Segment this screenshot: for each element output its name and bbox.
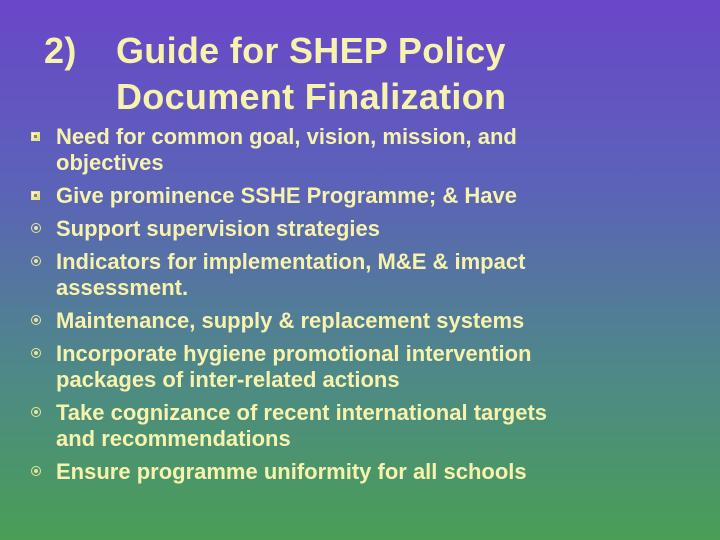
bullet-item (30, 216, 690, 242)
bullet-text-line: Indicators for implementation, M&E & impact (56, 249, 526, 274)
title-text-line-2: Document Finalization (116, 76, 507, 117)
bullet-text (56, 308, 690, 334)
bullet-text-line: Incorporate hygiene promotional intervention (56, 341, 532, 366)
bullet-list (30, 124, 690, 485)
bullet-text-line: Give prominence SSHE Programme; & Have (56, 183, 517, 208)
bullet-text (56, 216, 690, 242)
circle-dot-bullet-icon (30, 341, 56, 367)
bullet-text-line: objectives (56, 150, 164, 175)
bullet-item (30, 341, 690, 393)
title-text-line-1: Guide for SHEP Policy (116, 30, 506, 71)
bullet-item (30, 249, 690, 301)
bullet-text-line: Support supervision strategies (56, 216, 380, 241)
bullet-text-line: Ensure programme uniformity for all schools (56, 459, 527, 484)
bullet-item (30, 459, 690, 485)
circle-dot-bullet-icon (30, 249, 56, 275)
title-line-1 (44, 28, 684, 74)
title-number: 2) (44, 30, 77, 71)
title-line-2 (44, 74, 684, 120)
bullet-item (30, 308, 690, 334)
bullet-text (56, 249, 690, 301)
bullet-item (30, 124, 690, 176)
bullet-text (56, 459, 690, 485)
square-bullet-icon (30, 124, 56, 150)
bullet-text-line: packages of inter-related actions (56, 367, 400, 392)
bullet-text (56, 400, 690, 452)
bullet-text-line: Need for common goal, vision, mission, and (56, 124, 517, 149)
bullet-text (56, 183, 690, 209)
bullet-text-line: Take cognizance of recent international targets (56, 400, 548, 425)
bullet-text-line: Maintenance, supply & replacement systems (56, 308, 525, 333)
circle-dot-bullet-icon (30, 216, 56, 242)
bullet-item (30, 183, 690, 209)
circle-dot-bullet-icon (30, 400, 56, 426)
bullet-text (56, 124, 690, 176)
bullet-item (30, 400, 690, 452)
bullet-text (56, 341, 690, 393)
circle-dot-bullet-icon (30, 308, 56, 334)
circle-dot-bullet-icon (30, 459, 56, 485)
slide-title (44, 28, 684, 120)
bullet-text-line: assessment. (56, 275, 189, 300)
square-bullet-icon (30, 183, 56, 209)
bullet-text-line: and recommendations (56, 426, 291, 451)
